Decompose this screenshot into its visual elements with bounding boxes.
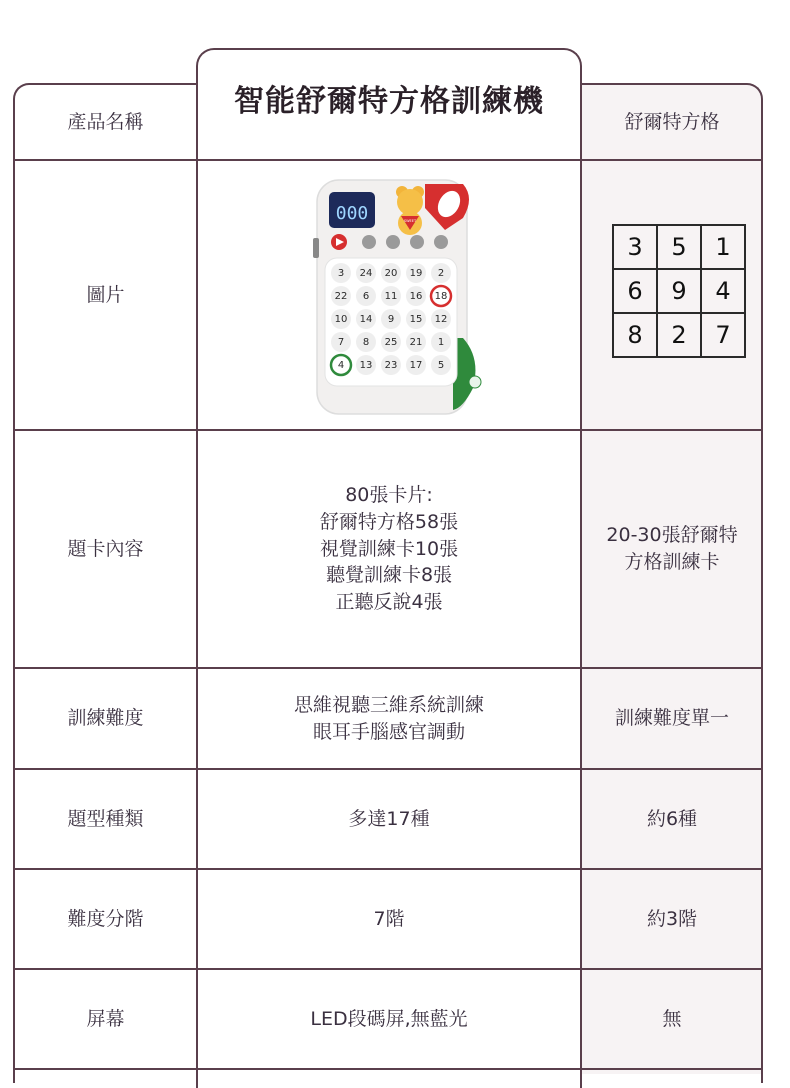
device-grid-number: 20 [384,268,398,279]
training-device-image [313,178,483,416]
compare-levels: 約3階 [646,907,698,930]
grid-cell: 1 [701,225,745,269]
device-grid-number: 25 [384,337,398,348]
main-card-line: 視覺訓練卡10張 [319,537,459,560]
row-divider [13,1068,763,1070]
grid-cell: 5 [657,225,701,269]
main-card-line: 聽覺訓練卡8張 [325,564,453,587]
schulte-grid-image [612,224,746,358]
device-grid-number: 21 [409,337,423,348]
grid-cell: 8 [613,313,657,357]
device-grid-number: 9 [387,314,395,325]
row-label-difficulty: 訓練難度 [67,707,144,730]
grid-cell: 2 [657,313,701,357]
grid-cell: 9 [657,269,701,313]
main-levels: 7階 [373,907,405,930]
main-card-line: 正聽反說4張 [335,591,443,614]
row-label-card-content: 題卡內容 [67,537,144,560]
device-grid-number: 8 [362,337,370,348]
device-grid-number: 3 [337,268,345,279]
compare-card-line: 20-30張舒爾特 [606,524,738,547]
grid-cell: 6 [613,269,657,313]
main-card-content [198,431,580,667]
device-grid-number: 23 [384,360,398,371]
device-grid-number: 12 [434,314,448,325]
grid-cell: 7 [701,313,745,357]
row-label-screen: 屏幕 [86,1007,125,1030]
device-grid-number: 13 [359,360,373,371]
main-question-types: 多達17種 [348,807,430,830]
compare-card-line: 方格訓練卡 [624,551,720,573]
main-card-line: 舒爾特方格58張 [319,510,459,533]
column-divider [580,84,582,1074]
compare-difficulty: 訓練難度單一 [614,707,729,730]
main-product-title: 智能舒爾特方格訓練機 [234,84,544,119]
device-display-text: 000 [335,203,369,224]
device-grid-number: 2 [437,268,445,279]
device-grid-number: 24 [359,268,373,279]
device-grid-number: 15 [409,314,423,325]
device-grid-number: 19 [409,268,423,279]
device-grid-number: 5 [437,360,445,371]
grid-cell: 3 [613,225,657,269]
device-grid-number: 11 [384,291,398,302]
header-label: 產品名稱 [67,110,144,133]
device-grid-number: 18 [434,291,448,302]
main-difficulty-line: 思維視聽三維系統訓練 [293,693,484,716]
device-grid-number: 1 [437,337,445,348]
device-grid-number: 7 [337,337,345,348]
main-difficulty [198,669,580,768]
row-label-question-types: 題型種類 [67,807,144,830]
device-grid-number: 14 [359,314,373,325]
device-grid-number: 10 [334,314,348,325]
column-divider [196,84,198,1074]
main-difficulty-line: 眼耳手腦感官調動 [312,720,465,743]
device-grid-number: 17 [409,360,423,371]
bear-badge-text: SWEET [403,219,417,223]
compare-product-title: 舒爾特方格 [624,110,720,133]
device-grid-number: 22 [334,291,348,302]
grid-cell: 4 [701,269,745,313]
row-label-image: 圖片 [86,283,125,306]
device-grid-number: 6 [362,291,370,302]
compare-screen: 無 [662,1007,682,1030]
compare-question-types: 約6種 [646,807,698,830]
device-grid-number: 4 [337,360,345,371]
device-grid-number: 16 [409,291,423,302]
main-screen: LED段碼屏,無藍光 [310,1007,468,1030]
main-card-line: 80張卡片: [345,483,433,506]
row-label-levels: 難度分階 [67,907,144,930]
compare-card-content [583,431,761,667]
